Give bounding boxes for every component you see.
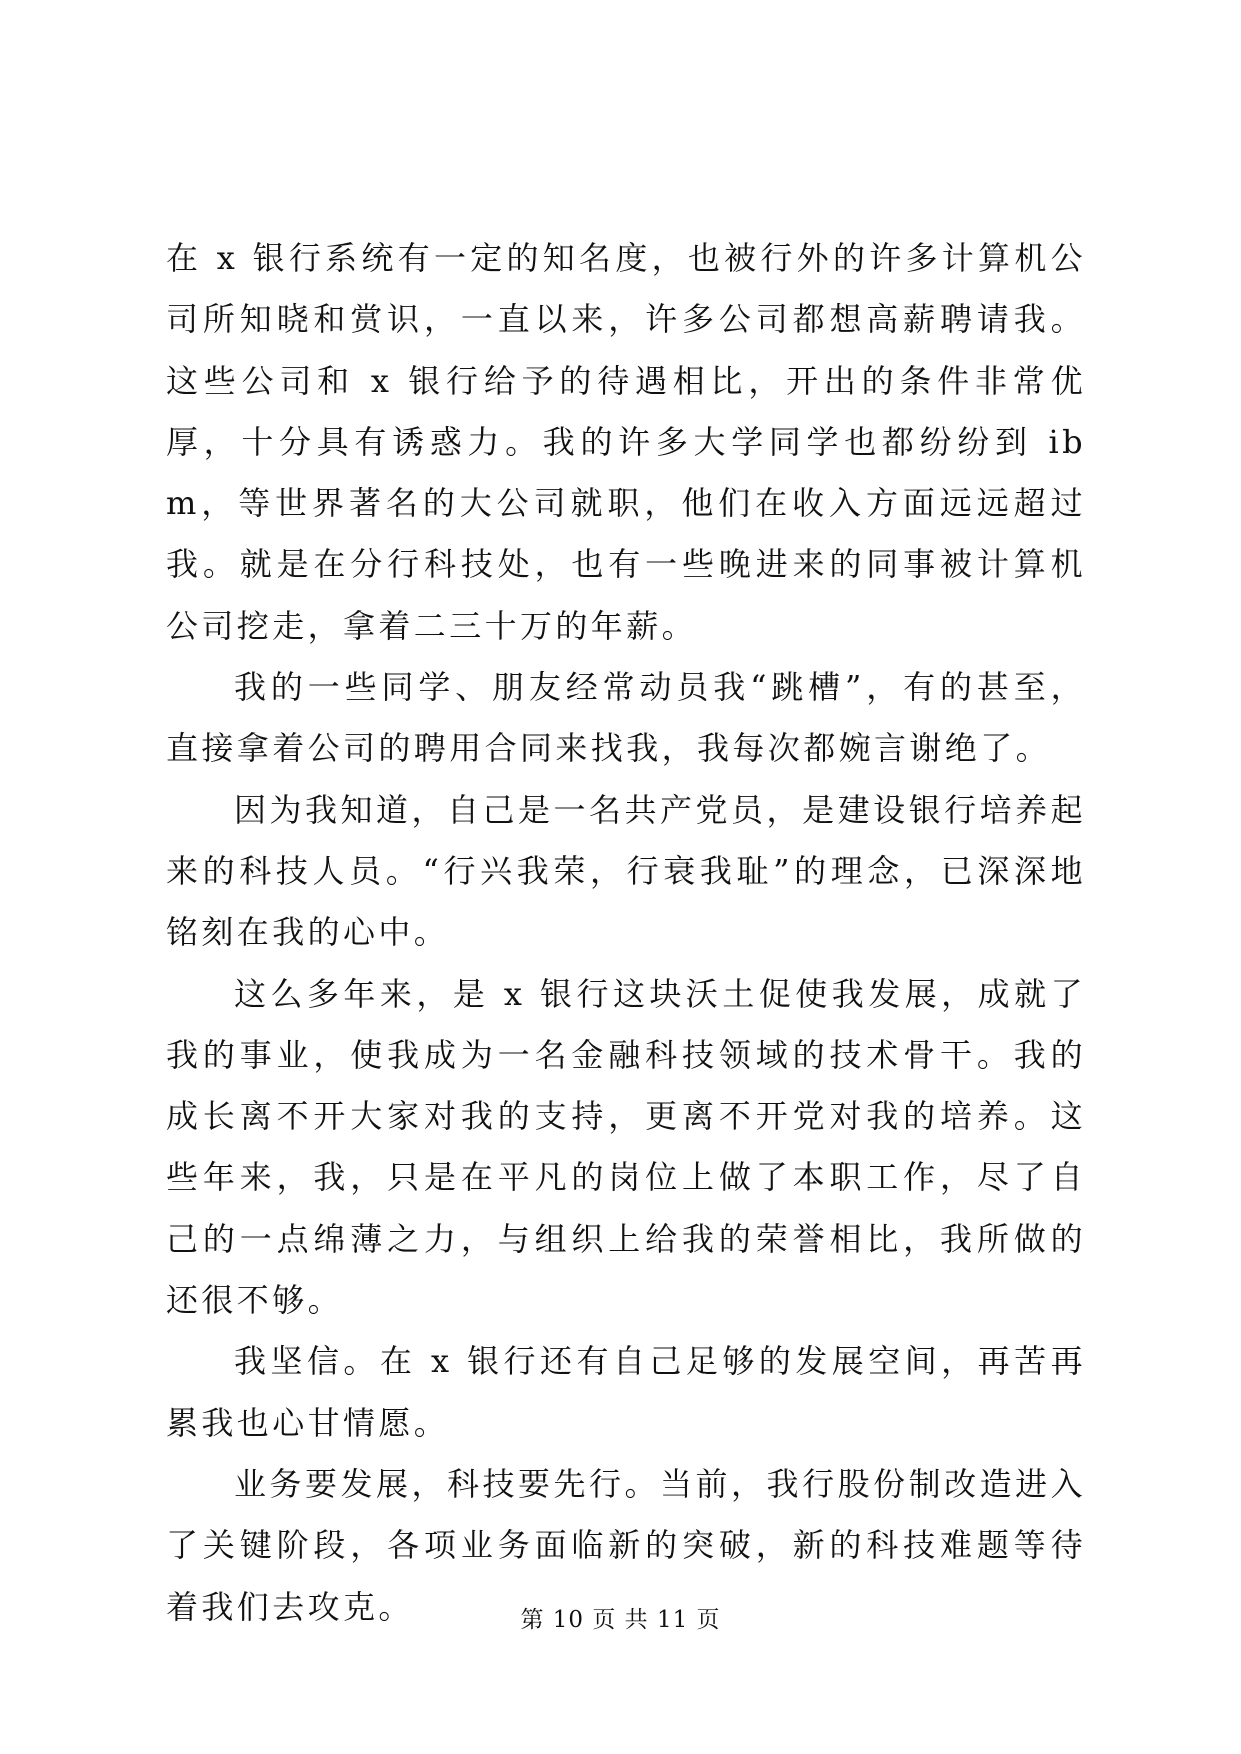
paragraph-4: 这么多年来，是 x 银行这块沃土促使我发展，成就了我的事业，使我成为一名金融科技领域的技术骨干。我的成长离不开大家对我的支持，更离不开党对我的培养。这些年来，我，只是在平凡的岗位上做了本职工作，尽了自己的一点绵薄之力，与组织上给我的荣誉相比，我所做的还很不够。 bbox=[166, 974, 1086, 1320]
document-body bbox=[166, 228, 1086, 1638]
page-footer: 第 10 页 共 11 页 bbox=[520, 1607, 721, 1633]
paragraph-5: 我坚信。在 x 银行还有自己足够的发展空间，再苦再累我也心甘情愿。 bbox=[166, 1342, 1086, 1442]
paragraph-1: 在 x 银行系统有一定的知名度，也被行外的许多计算机公司所知晓和赏识，一直以来，许多公司都想高薪聘请我。这些公司和 x 银行给予的待遇相比，开出的条件非常优厚，十分具有诱惑力。我的许多大学同学也都纷纷到 ibm，等世界著名的大公司就职，他们在收入方面远远超过我。就是在分行科技处，也有一些晚进来的同事被计算机公司挖走，拿着二三十万的年薪。 bbox=[166, 239, 1086, 645]
paragraph-3: 因为我知道，自己是一名共产党员，是建设银行培养起来的科技人员。“行兴我荣，行衰我耻”的理念，已深深地铭刻在我的心中。 bbox=[166, 790, 1086, 952]
paragraph-2: 我的一些同学、朋友经常动员我“跳槽”，有的甚至，直接拿着公司的聘用合同来找我，我每次都婉言谢绝了。 bbox=[166, 668, 1086, 768]
paragraph-6: 业务要发展，科技要先行。当前，我行股份制改造进入了关键阶段，各项业务面临新的突破，新的科技难题等待着我们去攻克。 bbox=[166, 1464, 1086, 1626]
